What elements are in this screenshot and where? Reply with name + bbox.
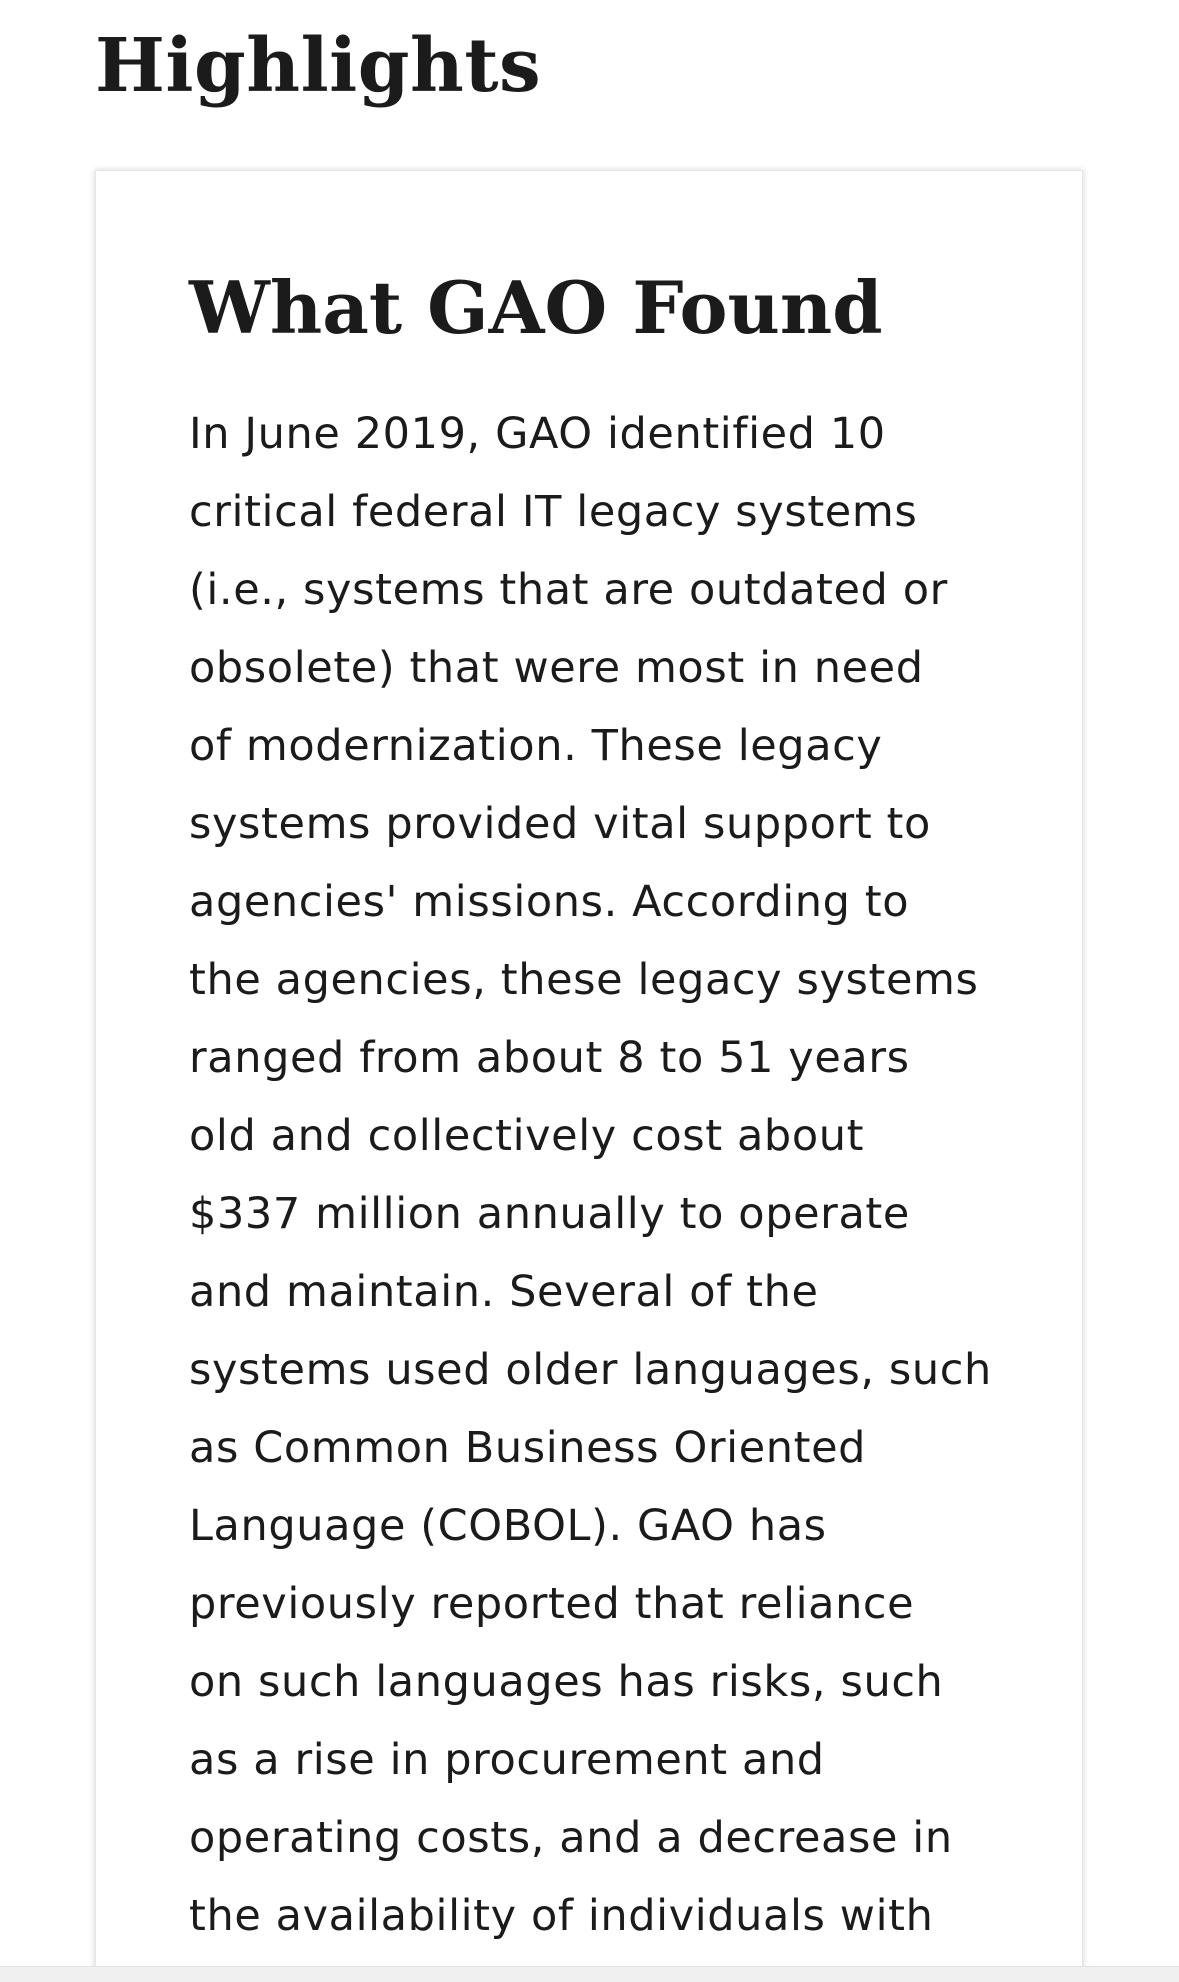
body-line: previously reported that reliance [189, 1579, 915, 1629]
body-line: old and collectively cost about [189, 1111, 865, 1161]
body-line: as a rise in procurement and [189, 1735, 825, 1785]
body-line: as Common Business Oriented [189, 1423, 867, 1473]
body-line: $337 million annually to operate [189, 1189, 910, 1239]
findings-card [95, 170, 1083, 1982]
body-line: ranged from about 8 to 51 years [189, 1033, 910, 1083]
body-line: In June 2019, GAO identified 10 [189, 409, 886, 459]
body-line: systems provided vital support to [189, 799, 931, 849]
bottom-toolbar-edge [0, 1966, 1179, 1982]
card-title: What GAO Found [189, 265, 883, 350]
body-line: the availability of individuals with [189, 1891, 934, 1941]
body-line: on such languages has risks, such [189, 1657, 944, 1707]
body-line: operating costs, and a decrease in [189, 1813, 953, 1863]
body-line: (i.e., systems that are outdated or [189, 565, 948, 615]
card-body-text [189, 395, 1009, 1955]
body-line: agencies' missions. According to [189, 877, 910, 927]
body-line: obsolete) that were most in need [189, 643, 924, 693]
body-line: of modernization. These legacy [189, 721, 883, 771]
body-line: Language (COBOL). GAO has [189, 1501, 827, 1551]
body-line: critical federal IT legacy systems [189, 487, 918, 537]
body-line: and maintain. Several of the [189, 1267, 819, 1317]
page-title: Highlights [95, 23, 542, 109]
body-line: systems used older languages, such [189, 1345, 992, 1395]
body-line: the agencies, these legacy systems [189, 955, 979, 1005]
